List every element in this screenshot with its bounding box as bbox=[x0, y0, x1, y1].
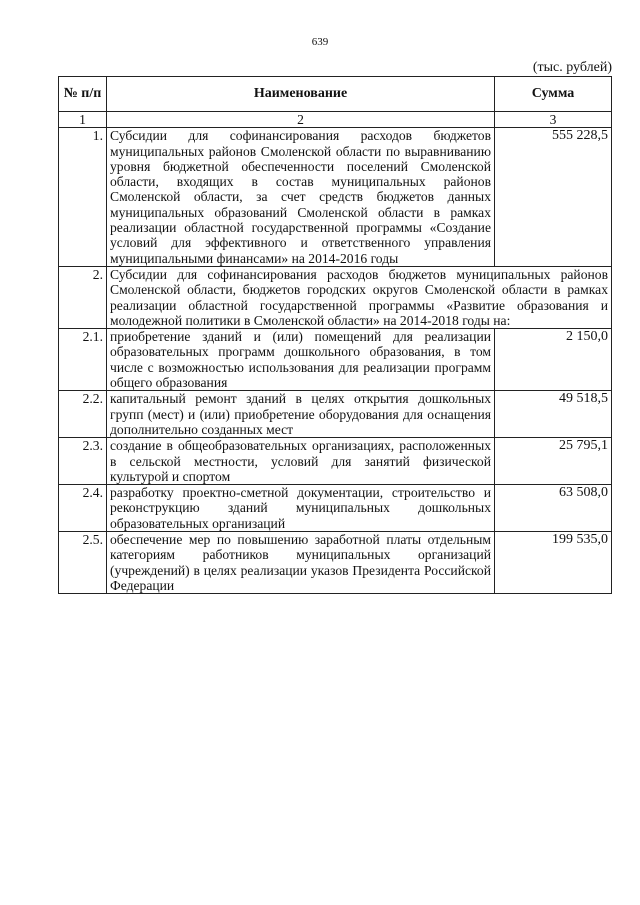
row-sum: 25 795,1 bbox=[495, 438, 612, 485]
row-number: 2. bbox=[59, 266, 107, 328]
row-name: создание в общеобразовательных организациях, расположенных в сельской местности, условий для занятий физической культурой и спортом bbox=[107, 438, 495, 485]
row-number: 2.3. bbox=[59, 438, 107, 485]
header-num: № п/п bbox=[59, 77, 107, 112]
header-name: Наименование bbox=[107, 77, 495, 112]
row-sum: 199 535,0 bbox=[495, 532, 612, 594]
header-sum: Сумма bbox=[495, 77, 612, 112]
row-number: 2.2. bbox=[59, 391, 107, 438]
row-sum: 49 518,5 bbox=[495, 391, 612, 438]
row-name: капитальный ремонт зданий в целях открытия дошкольных групп (мест) и (или) приобретение оборудования для оснащения дополнительно созданных мест bbox=[107, 391, 495, 438]
row-name: Субсидии для софинансирования расходов бюджетов муниципальных районов Смоленской области, бюджетов городских округов Смоленской области в рамках реализации областной государственной программы «Развитие образования и молодежной политики в Смоленской области» на 2014-2018 годы на: bbox=[107, 266, 612, 328]
column-number: 2 bbox=[107, 112, 495, 128]
table-row bbox=[59, 485, 612, 532]
row-number: 1. bbox=[59, 128, 107, 267]
table-row bbox=[59, 438, 612, 485]
row-sum: 63 508,0 bbox=[495, 485, 612, 532]
row-number: 2.4. bbox=[59, 485, 107, 532]
row-name: обеспечение мер по повышению заработной платы отдельным категориям работников муниципальных организаций (учреждений) в целях реализации указов Президента Российской Федерации bbox=[107, 532, 495, 594]
row-name: приобретение зданий и (или) помещений для реализации образовательных программ дошкольного образования, в том числе с возможностью использования для реализации программ общего образования bbox=[107, 329, 495, 391]
table-row bbox=[59, 266, 612, 328]
column-number: 1 bbox=[59, 112, 107, 128]
page-number: 639 bbox=[311, 36, 329, 48]
row-name: разработку проектно-сметной документации, строительство и реконструкцию зданий муниципальных дошкольных образовательных организаций bbox=[107, 485, 495, 532]
table-row bbox=[59, 391, 612, 438]
row-number: 2.1. bbox=[59, 329, 107, 391]
column-number-row bbox=[59, 112, 612, 128]
table-header-row bbox=[59, 77, 612, 112]
row-name: Субсидии для софинансирования расходов бюджетов муниципальных районов Смоленской области по выравниванию уровня бюджетной обеспеченности поселений Смоленской области, входящих в состав муниципальных районов Смоленской области, за счет средств бюджетов данных муниципальных образований Смоленской области в рамках реализации областной государственной программы «Создание условий для эффективного и ответственного управления муниципальными финансами» на 2014-2016 годы bbox=[107, 128, 495, 267]
table-row bbox=[59, 128, 612, 267]
row-number: 2.5. bbox=[59, 532, 107, 594]
column-number: 3 bbox=[495, 112, 612, 128]
row-sum: 555 228,5 bbox=[495, 128, 612, 267]
units-label: (тыс. рублей) bbox=[532, 60, 612, 75]
row-sum: 2 150,0 bbox=[495, 329, 612, 391]
table-row bbox=[59, 329, 612, 391]
table-row bbox=[59, 532, 612, 594]
subsidies-table bbox=[58, 76, 612, 594]
